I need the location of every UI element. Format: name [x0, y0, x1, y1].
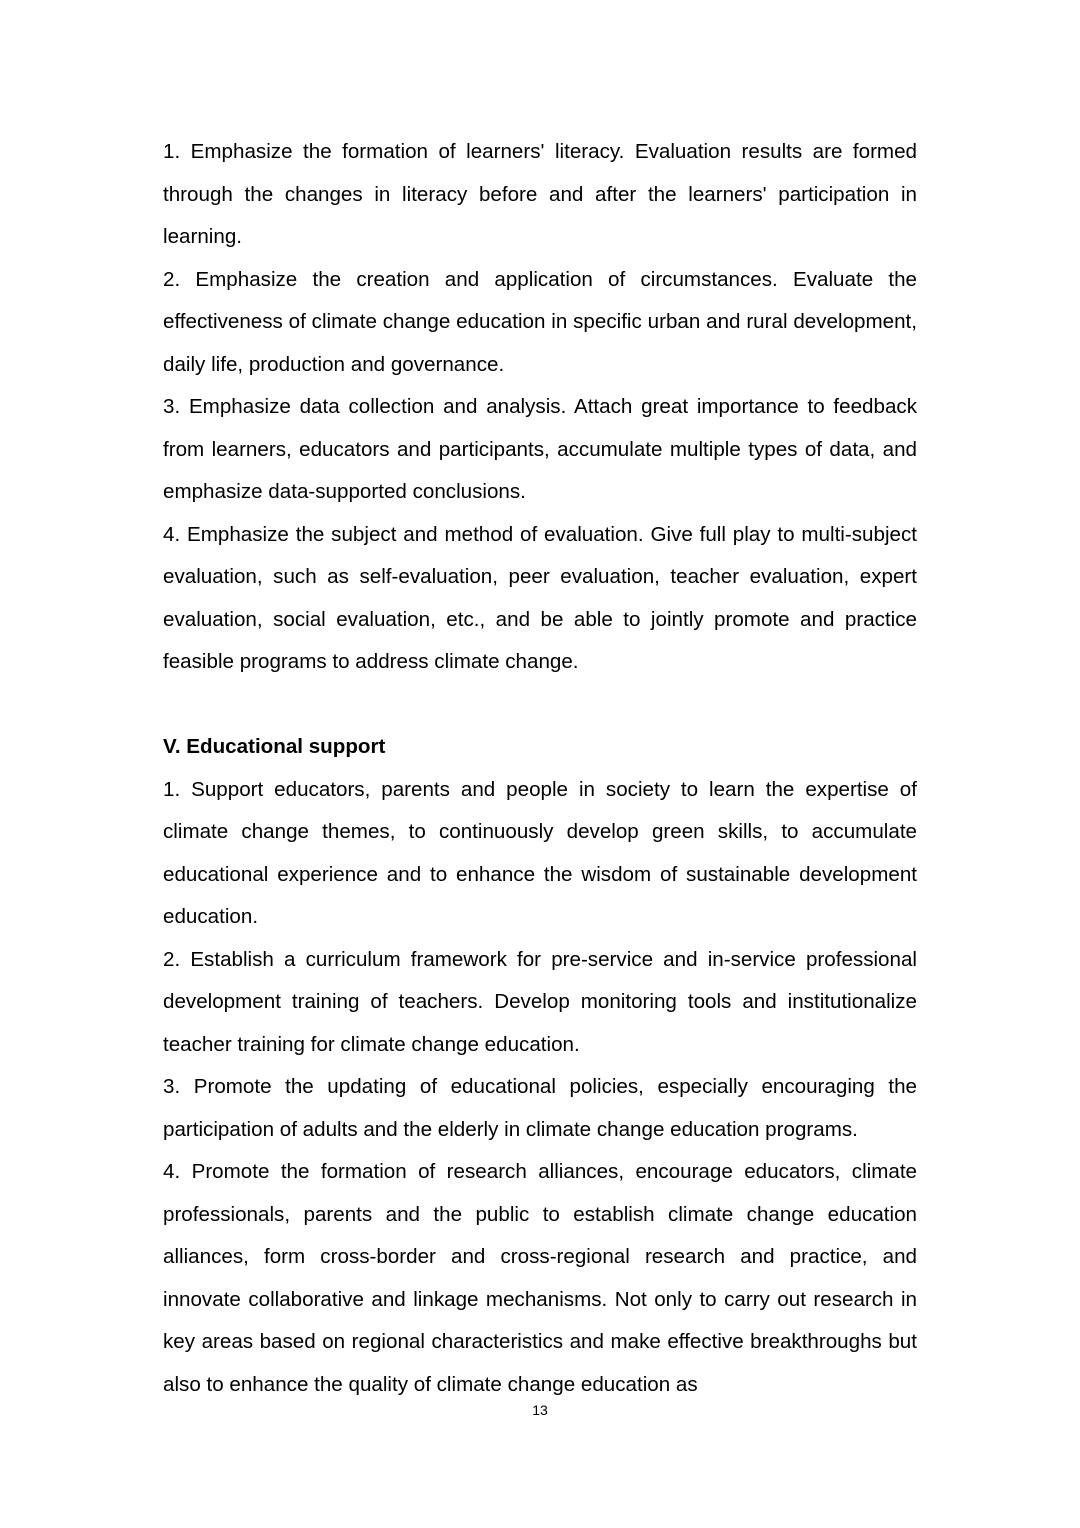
support-item-3: 3. Promote the updating of educational policies, especially encouraging the participation of adults and the elderly in climate change education programs. [163, 1075, 917, 1141]
support-item-4: 4. Promote the formation of research alliances, encourage educators, climate professionals, parents and the public to establish climate change education alliances, form cross-border and cross-regional research and practice, and innovate collaborative and linkage mechanisms. Not only to carry out research in key areas based on regional characteristics and make effective breakthroughs but also to enhance the quality of climate change education as [163, 1160, 917, 1396]
support-item-1: 1. Support educators, parents and people in society to learn the expertise of climate change themes, to continuously develop green skills, to accumulate educational experience and to enhance the wisdom of sustainable development education. [163, 777, 917, 928]
support-item-2: 2. Establish a curriculum framework for pre-service and in-service professional development training of teachers. Develop monitoring tools and institutionalize teacher training for climate change education. [163, 947, 917, 1056]
evaluation-item-2: 2. Emphasize the creation and application of circumstances. Evaluate the effectiveness of climate change education in specific urban and rural development, daily life, production and governance. [163, 267, 917, 376]
evaluation-item-3: 3. Emphasize data collection and analysis. Attach great importance to feedback from learners, educators and participants, accumulate multiple types of data, and emphasize data-supported conclusions. [163, 395, 917, 503]
section-heading: V. Educational support [163, 735, 386, 758]
document-page [163, 131, 917, 1406]
evaluation-item-1: 1. Emphasize the formation of learners' literacy. Evaluation results are formed through the changes in literacy before and after the learners' participation in learning. [163, 140, 917, 248]
section-spacer [163, 684, 917, 727]
page-number: 13 [532, 1402, 548, 1418]
evaluation-item-4: 4. Emphasize the subject and method of evaluation. Give full play to multi-subject evaluation, such as self-evaluation, peer evaluation, teacher evaluation, expert evaluation, social evaluation, etc., and be able to jointly promote and practice feasible programs to address climate change. [163, 522, 917, 673]
